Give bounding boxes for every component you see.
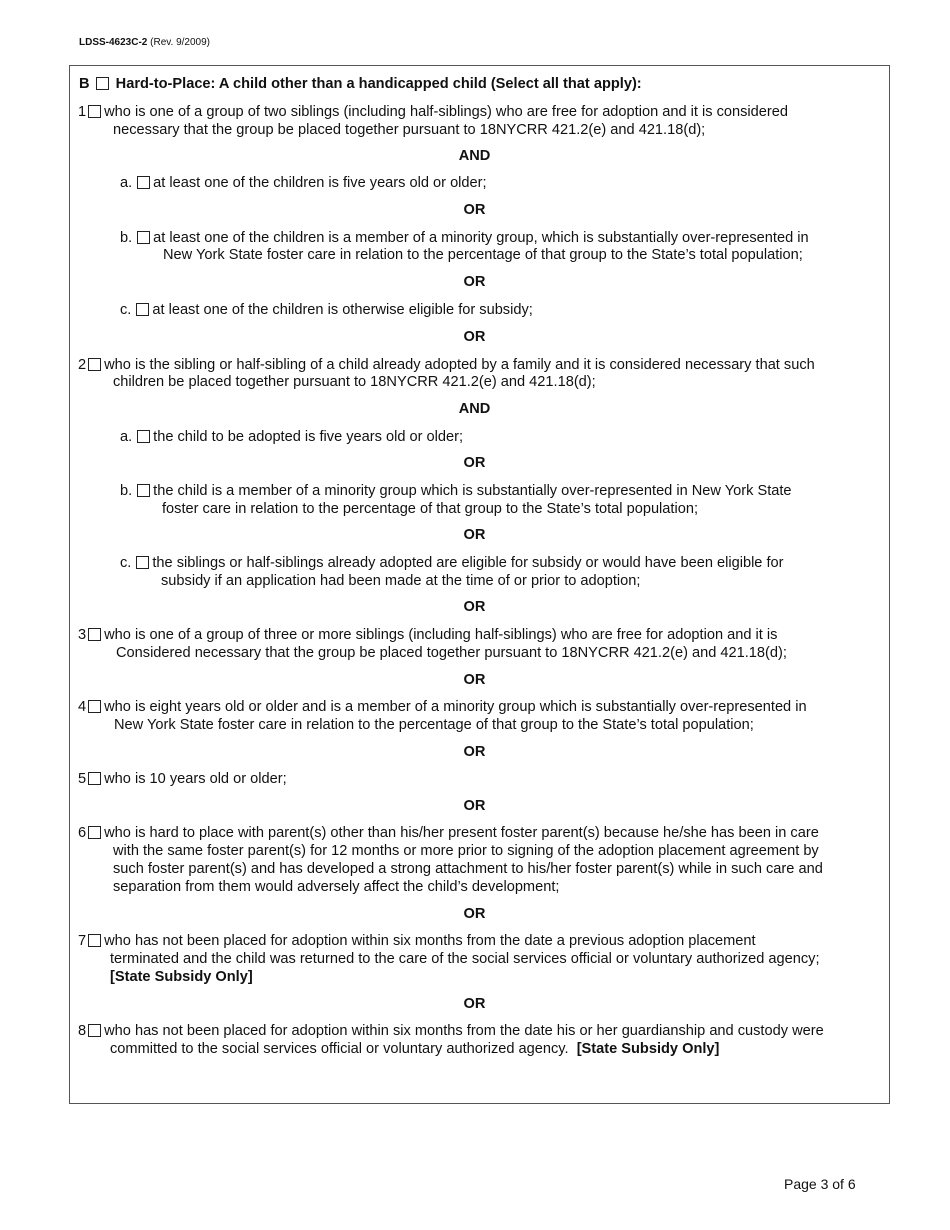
separator-or: OR bbox=[463, 455, 486, 471]
separator-or: OR bbox=[463, 996, 486, 1012]
item-1a bbox=[120, 174, 487, 192]
item-1b bbox=[120, 229, 809, 247]
item-8 bbox=[78, 1022, 824, 1040]
item-6-line2: with the same foster parent(s) for 12 months or more prior to signing of the adoption placement agreement by bbox=[113, 843, 819, 859]
item-1b-checkbox[interactable] bbox=[137, 231, 150, 244]
item-7-number: 7 bbox=[78, 933, 87, 949]
item-1a-text: at least one of the children is five years old or older; bbox=[153, 175, 487, 191]
item-2b-label: b. bbox=[120, 483, 133, 499]
item-1a-checkbox[interactable] bbox=[137, 176, 150, 189]
item-1-line2: necessary that the group be placed together pursuant to 18NYCRR 421.2(e) and 421.18(d); bbox=[113, 122, 706, 138]
item-2b-line2: foster care in relation to the percentage of that group to the State’s total population; bbox=[162, 501, 698, 517]
item-4-line2: New York State foster care in relation to the percentage of that group to the State’s total population; bbox=[114, 717, 754, 733]
item-7-checkbox[interactable] bbox=[88, 934, 101, 947]
form-revision: (Rev. 9/2009) bbox=[150, 37, 210, 48]
item-8-state-subsidy-note: [State Subsidy Only] bbox=[576, 1041, 720, 1057]
item-2c-checkbox[interactable] bbox=[136, 556, 149, 569]
item-2a-text: the child to be adopted is five years old or older; bbox=[153, 429, 464, 445]
item-5-number: 5 bbox=[78, 771, 87, 787]
item-2b bbox=[120, 482, 792, 500]
item-6-number: 6 bbox=[78, 825, 87, 841]
item-8-line2-wrap bbox=[110, 1040, 719, 1058]
section-letter: B bbox=[79, 76, 90, 92]
item-5-checkbox[interactable] bbox=[88, 772, 101, 785]
separator-or: OR bbox=[463, 274, 486, 290]
item-4-number: 4 bbox=[78, 699, 87, 715]
item-2b-line1: the child is a member of a minority group which is substantially over-represented in New York State bbox=[153, 483, 792, 499]
item-7-line1: who has not been placed for adoption within six months from the date a previous adoption placement bbox=[104, 933, 756, 949]
item-1-line1: who is one of a group of two siblings (including half-siblings) who are free for adoption and it is considered bbox=[104, 104, 788, 120]
item-7 bbox=[78, 932, 756, 950]
separator-or: OR bbox=[463, 329, 486, 345]
item-2c bbox=[120, 554, 784, 572]
item-6-line4: separation from them would adversely affect the child’s development; bbox=[113, 879, 560, 895]
item-2-line2: children be placed together pursuant to 18NYCRR 421.2(e) and 421.18(d); bbox=[113, 374, 596, 390]
separator-and: AND bbox=[458, 148, 491, 164]
item-8-number: 8 bbox=[78, 1023, 87, 1039]
form-number: LDSS-4623C-2 bbox=[79, 37, 148, 48]
item-2c-label: c. bbox=[120, 555, 132, 571]
item-1c bbox=[120, 301, 533, 319]
item-3-number: 3 bbox=[78, 627, 87, 643]
item-7-state-subsidy-note: [State Subsidy Only] bbox=[110, 969, 253, 985]
item-6-line1: who is hard to place with parent(s) other than his/her present foster parent(s) because he/she has been in care bbox=[104, 825, 819, 841]
item-1c-checkbox[interactable] bbox=[136, 303, 149, 316]
section-title: Hard-to-Place: A child other than a handicapped child (Select all that apply): bbox=[115, 76, 642, 92]
item-2c-line1: the siblings or half-siblings already adopted are eligible for subsidy or would have been eligible for bbox=[152, 555, 784, 571]
item-1b-label: b. bbox=[120, 230, 133, 246]
item-1b-line1: at least one of the children is a member of a minority group, which is substantially over-represented in bbox=[153, 230, 809, 246]
item-3 bbox=[78, 626, 777, 644]
item-1a-label: a. bbox=[120, 175, 133, 191]
separator-or: OR bbox=[463, 599, 486, 615]
item-2-checkbox[interactable] bbox=[88, 358, 101, 371]
item-2b-checkbox[interactable] bbox=[137, 484, 150, 497]
item-1-number: 1 bbox=[78, 104, 87, 120]
separator-or: OR bbox=[463, 798, 486, 814]
separator-and: AND bbox=[458, 401, 491, 417]
item-4 bbox=[78, 698, 807, 716]
item-1-checkbox[interactable] bbox=[88, 105, 101, 118]
item-1 bbox=[78, 103, 788, 121]
item-5-text: who is 10 years old or older; bbox=[104, 771, 287, 787]
item-8-line2: committed to the social services official or voluntary authorized agency. bbox=[110, 1041, 569, 1057]
form-identifier bbox=[79, 37, 210, 48]
item-3-checkbox[interactable] bbox=[88, 628, 101, 641]
item-4-checkbox[interactable] bbox=[88, 700, 101, 713]
section-heading bbox=[79, 75, 642, 93]
item-3-line1: who is one of a group of three or more siblings (including half-siblings) who are free for adoption and it is bbox=[104, 627, 778, 643]
item-5 bbox=[78, 770, 287, 788]
separator-or: OR bbox=[463, 744, 486, 760]
item-6-line3: such foster parent(s) and has developed a strong attachment to his/her foster parent(s) while in such care and bbox=[113, 861, 823, 877]
item-2-line1: who is the sibling or half-sibling of a child already adopted by a family and it is considered necessary that such bbox=[104, 357, 815, 373]
separator-or: OR bbox=[463, 527, 486, 543]
separator-or: OR bbox=[463, 672, 486, 688]
item-4-line1: who is eight years old or older and is a member of a minority group which is substantially over-represented in bbox=[104, 699, 807, 715]
item-8-line1: who has not been placed for adoption within six months from the date his or her guardianship and custody were bbox=[104, 1023, 824, 1039]
item-2a-checkbox[interactable] bbox=[137, 430, 150, 443]
item-1c-text: at least one of the children is otherwise eligible for subsidy; bbox=[152, 302, 533, 318]
item-7-line2: terminated and the child was returned to the care of the social services official or voluntary authorized agency; bbox=[110, 951, 820, 967]
item-2 bbox=[78, 356, 815, 374]
item-2-number: 2 bbox=[78, 357, 87, 373]
item-2c-line2: subsidy if an application had been made at the time of or prior to adoption; bbox=[161, 573, 641, 589]
item-2a bbox=[120, 428, 463, 446]
item-1b-line2: New York State foster care in relation to the percentage of that group to the State’s total population; bbox=[163, 247, 803, 263]
item-1c-label: c. bbox=[120, 302, 132, 318]
item-6 bbox=[78, 824, 819, 842]
item-3-line2: Considered necessary that the group be placed together pursuant to 18NYCRR 421.2(e) and 421.18(d); bbox=[116, 645, 787, 661]
item-2a-label: a. bbox=[120, 429, 133, 445]
separator-or: OR bbox=[463, 202, 486, 218]
section-b-checkbox[interactable] bbox=[96, 77, 109, 90]
item-8-checkbox[interactable] bbox=[88, 1024, 101, 1037]
page-number: Page 3 of 6 bbox=[784, 1176, 856, 1192]
separator-or: OR bbox=[463, 906, 486, 922]
item-6-checkbox[interactable] bbox=[88, 826, 101, 839]
